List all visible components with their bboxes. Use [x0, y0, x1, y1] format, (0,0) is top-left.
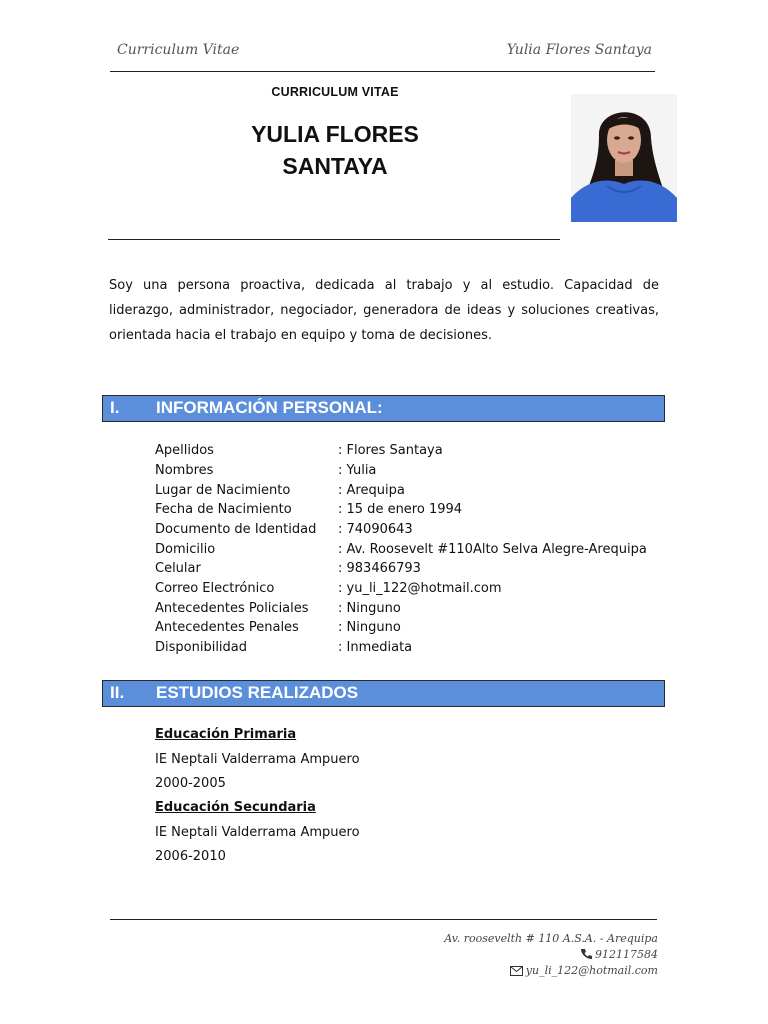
profile-photo-illustration: [571, 94, 677, 222]
footer-divider: [110, 919, 657, 920]
info-value: : Ninguno: [338, 620, 401, 635]
profile-summary: Soy una persona proactiva, dedicada al trabajo y al estudio. Capacidad de liderazgo, administrador, negociador, generadora de ideas y soluciones creativas, orientada hacia el trabajo en equipo y toma de decisiones.: [109, 278, 659, 343]
education-heading: Educación Primaria: [155, 727, 297, 742]
info-value: : Arequipa: [338, 483, 405, 498]
info-value: : 983466793: [338, 561, 421, 576]
info-label: Disponibilidad: [155, 640, 248, 655]
info-value: : Inmediata: [338, 640, 413, 655]
info-label: Lugar de Nacimiento: [155, 483, 291, 498]
section-number: I.: [110, 398, 120, 417]
education-years: 2000-2005: [155, 776, 226, 791]
education-school: IE Neptali Valderrama Ampuero: [155, 752, 360, 767]
info-label: Antecedentes Policiales: [155, 601, 309, 616]
info-value: : Yulia: [338, 463, 377, 478]
education-heading: Educación Secundaria: [155, 800, 316, 815]
info-value: : 74090643: [338, 522, 413, 537]
info-label: Antecedentes Penales: [155, 620, 299, 635]
document-label: CURRICULUM VITAE: [271, 85, 399, 99]
info-label: Apellidos: [155, 443, 214, 458]
candidate-name: [110, 118, 560, 182]
info-value: : 15 de enero 1994: [338, 502, 463, 517]
info-label: Nombres: [155, 463, 214, 478]
header-left-title: Curriculum Vitae: [117, 42, 240, 58]
education-school: IE Neptali Valderrama Ampuero: [155, 825, 360, 840]
name-line-2: SANTAYA: [282, 153, 388, 179]
education-years: 2006-2010: [155, 849, 226, 864]
envelope-icon: [510, 966, 523, 976]
info-label: Fecha de Nacimiento: [155, 502, 292, 517]
info-value: : Av. Roosevelt #110Alto Selva Alegre-Arequipa: [338, 542, 647, 557]
phone-icon: [580, 948, 592, 960]
info-value: : yu_li_122@hotmail.com: [338, 581, 502, 596]
info-label: Documento de Identidad: [155, 522, 317, 537]
info-value: : Flores Santaya: [338, 443, 443, 458]
info-label: Correo Electrónico: [155, 581, 275, 596]
info-label: Domicilio: [155, 542, 216, 557]
info-label: Celular: [155, 561, 201, 576]
profile-photo: [571, 94, 677, 222]
info-value: : Ninguno: [338, 601, 401, 616]
footer-address: Av. roosevelth # 110 A.S.A. - Arequipa: [444, 932, 658, 945]
section-number: II.: [110, 683, 125, 702]
footer-phone: [580, 948, 658, 961]
section-title: INFORMACIÓN PERSONAL:: [156, 398, 383, 417]
name-line-1: YULIA FLORES: [251, 121, 419, 147]
section-title: ESTUDIOS REALIZADOS: [156, 683, 359, 702]
header-right-name: Yulia Flores Santaya: [506, 42, 652, 58]
footer-phone-number: 912117584: [595, 948, 658, 961]
section-personal-info-header: [102, 395, 665, 422]
section-studies-header: [102, 680, 665, 707]
footer-email-address: yu_li_122@hotmail.com: [525, 964, 658, 977]
header-divider: [110, 71, 655, 72]
title-divider: [108, 239, 560, 240]
footer-email: [510, 964, 658, 977]
